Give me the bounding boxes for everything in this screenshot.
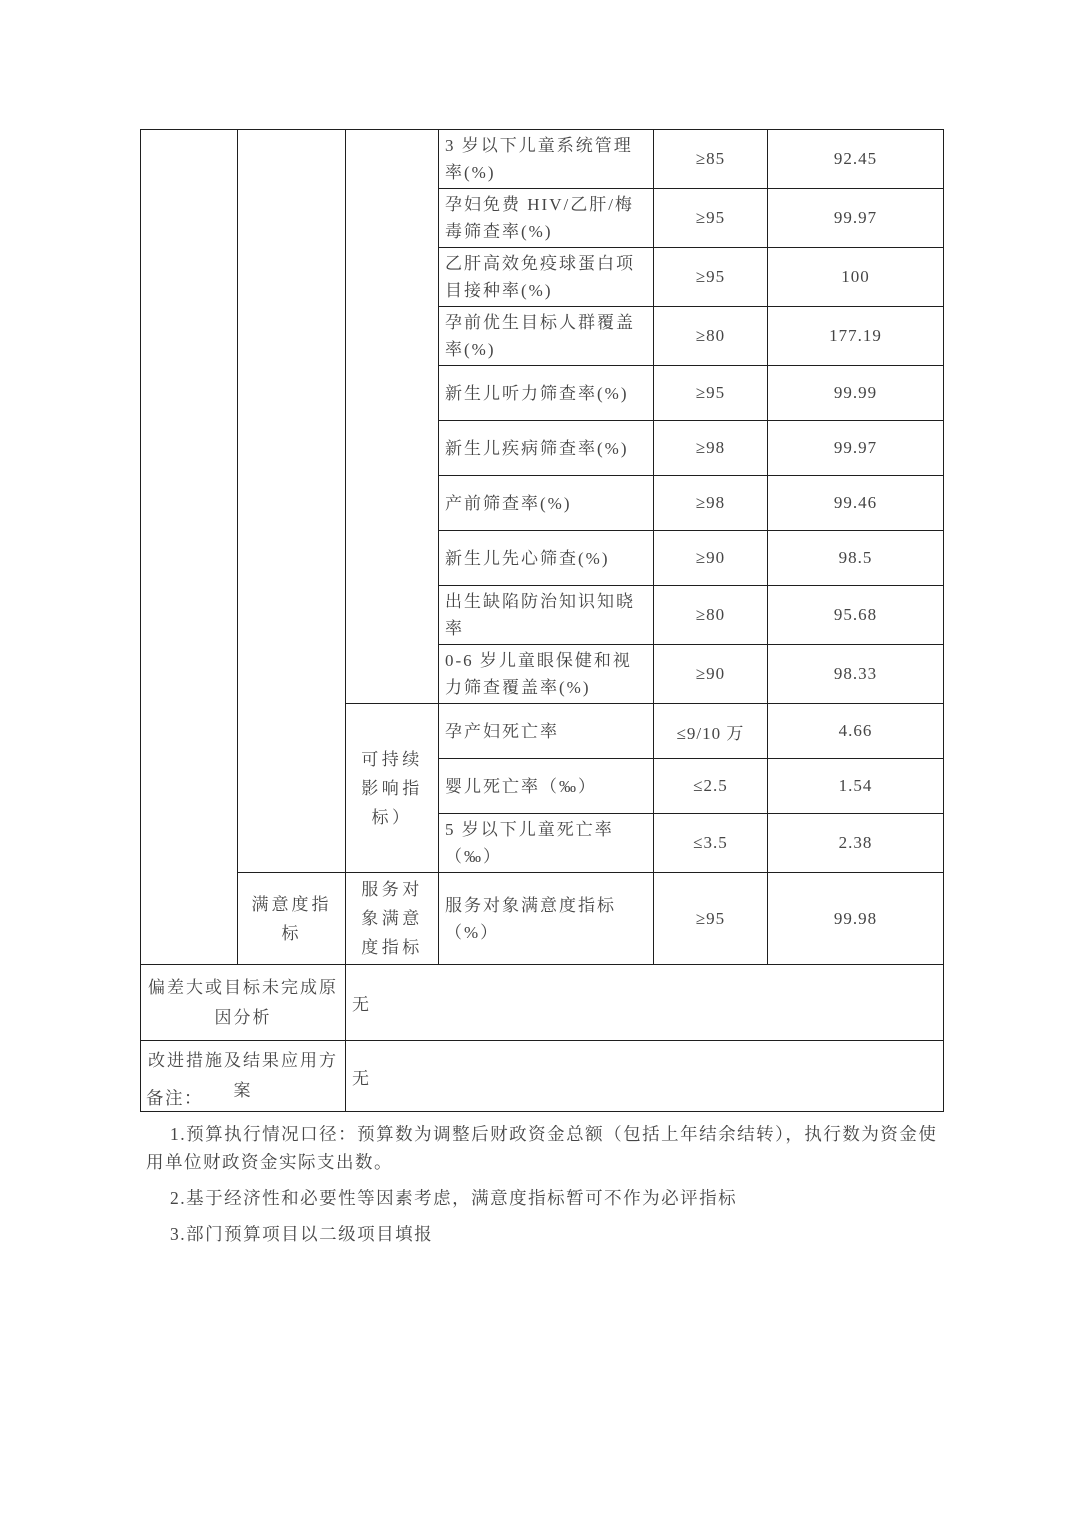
satisfaction-group-label: 服务对象满意度指标 — [346, 873, 439, 965]
indicator-value: 99.98 — [768, 873, 944, 965]
merged-empty-cell-col-a — [141, 130, 238, 965]
indicator-target: ≥98 — [654, 421, 768, 476]
indicator-value: 4.66 — [768, 704, 944, 759]
note-item: 2.基于经济性和必要性等因素考虑，满意度指标暂可不作为必评指标 — [170, 1188, 738, 1208]
indicator-label: 产前筛查率(%) — [439, 476, 654, 531]
indicator-value: 177.19 — [768, 307, 944, 366]
indicator-target: ≥85 — [654, 130, 768, 189]
indicator-label: 出生缺陷防治知识知晓率 — [439, 586, 654, 645]
indicator-label: 婴儿死亡率（‰） — [439, 759, 654, 814]
indicator-target: ≥98 — [654, 476, 768, 531]
indicator-label: 新生儿先心筛查(%) — [439, 531, 654, 586]
indicator-label: 5 岁以下儿童死亡率（‰） — [439, 814, 654, 873]
indicator-value: 99.97 — [768, 189, 944, 248]
indicator-label: 孕产妇死亡率 — [439, 704, 654, 759]
indicator-label: 孕前优生目标人群覆盖率(%) — [439, 307, 654, 366]
note-item: 3.部门预算项目以二级项目填报 — [170, 1224, 434, 1244]
indicator-value: 1.54 — [768, 759, 944, 814]
indicator-value: 92.45 — [768, 130, 944, 189]
indicator-target: ≥95 — [654, 873, 768, 965]
notes-title: 备注： — [146, 1088, 203, 1108]
indicator-target: ≤9/10 万 — [654, 704, 768, 759]
sustain-group-label: 可持续影响指标） — [346, 704, 439, 873]
indicator-target: ≥90 — [654, 645, 768, 704]
merged-empty-cell-col-c — [346, 130, 439, 704]
indicator-value: 99.46 — [768, 476, 944, 531]
indicator-value: 99.99 — [768, 366, 944, 421]
indicator-target: ≥80 — [654, 586, 768, 645]
improvement-plan-label: 改进措施及结果应用方案 — [141, 1041, 346, 1112]
indicator-value: 98.33 — [768, 645, 944, 704]
indicator-value: 98.5 — [768, 531, 944, 586]
indicator-value: 100 — [768, 248, 944, 307]
indicator-target: ≥95 — [654, 248, 768, 307]
merged-empty-cell-col-b — [238, 130, 346, 873]
indicator-label: 新生儿疾病筛查率(%) — [439, 421, 654, 476]
indicator-target: ≥90 — [654, 531, 768, 586]
indicator-value: 99.97 — [768, 421, 944, 476]
indicator-label: 孕妇免费 HIV/乙肝/梅毒筛查率(%) — [439, 189, 654, 248]
table-row — [141, 873, 944, 965]
indicator-target: ≥95 — [654, 189, 768, 248]
indicator-value: 95.68 — [768, 586, 944, 645]
indicator-target: ≤3.5 — [654, 814, 768, 873]
indicator-label: 新生儿听力筛查率(%) — [439, 366, 654, 421]
deviation-analysis-value: 无 — [346, 965, 944, 1041]
table-row — [141, 965, 944, 1041]
table-row — [141, 130, 944, 189]
indicator-label: 3 岁以下儿童系统管理率(%) — [439, 130, 654, 189]
indicator-target: ≥95 — [654, 366, 768, 421]
deviation-analysis-label: 偏差大或目标未完成原因分析 — [141, 965, 346, 1041]
notes-section — [146, 1084, 946, 1248]
indicator-label: 服务对象满意度指标（%） — [439, 873, 654, 965]
improvement-plan-value: 无 — [346, 1041, 944, 1112]
indicator-target: ≤2.5 — [654, 759, 768, 814]
satisfaction-category-label: 满意度指标 — [238, 873, 346, 965]
performance-table — [140, 129, 944, 1112]
indicator-label: 乙肝高效免疫球蛋白项目接种率(%) — [439, 248, 654, 307]
indicator-target: ≥80 — [654, 307, 768, 366]
indicator-value: 2.38 — [768, 814, 944, 873]
indicator-label: 0-6 岁儿童眼保健和视力筛查覆盖率(%) — [439, 645, 654, 704]
note-item: 1.预算执行情况口径：预算数为调整后财政资金总额（包括上年结余结转），执行数为资金使用单位财政资金实际支出数。 — [146, 1124, 938, 1172]
